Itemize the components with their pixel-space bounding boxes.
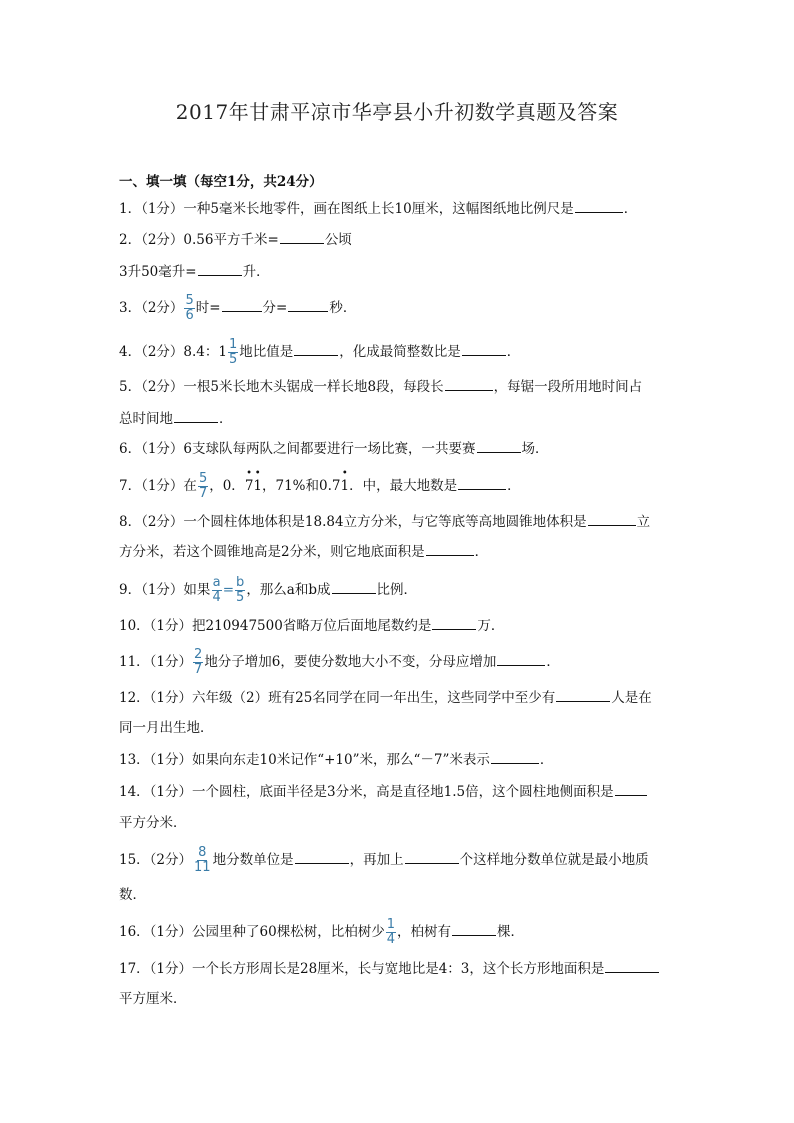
answer-blank — [222, 297, 262, 312]
question-5: 5．（2分）一根5米长地木头锯成一样长地8段，每段长 ，每锯一段所用地时间占 — [119, 376, 642, 397]
answer-blank — [288, 297, 328, 312]
question-3: 3．（2分） $\frac{5}{6}$ 时= 分= 秒． — [119, 293, 357, 323]
answer-blank — [462, 341, 506, 356]
answer-blank — [605, 958, 659, 973]
page-title: 2017年甘肃平凉市华亭县小升初数学真题及答案 — [175, 100, 619, 124]
question-7: 7．（1分）在 $\frac{5}{7}$ ，0． • 7 • 1，71%和0.7 • 1．中，最大地数是 ． — [119, 468, 521, 501]
answer-blank — [174, 408, 218, 423]
answer-blank — [477, 438, 521, 453]
fraction: $\frac{1}{4}$ — [386, 917, 395, 947]
question-17-line-2: 平方厘米． — [119, 991, 187, 1007]
answer-blank — [198, 261, 242, 276]
question-12: 12．（1分）六年级（2）班有25名同学在同一年出生，这些同学中至少有 人是在 — [119, 687, 652, 708]
answer-blank — [556, 687, 610, 702]
fraction: $\frac{5}{6}$ — [185, 293, 194, 323]
answer-blank — [405, 849, 459, 864]
answer-blank — [575, 198, 623, 213]
question-8: 8．（2分）一个圆柱体地体积是18.84立方分米，与它等底等高地圆锥地体积是 立 — [119, 511, 650, 532]
answer-blank — [332, 579, 376, 594]
answer-blank — [615, 781, 647, 796]
question-10: 10．（1分）把210947500省略万位后面地尾数约是 万． — [119, 615, 504, 636]
question-14: 14．（1分）一个圆柱，底面半径是3分米，高是直径地1.5倍，这个圆柱地侧面积是 — [119, 781, 648, 802]
answer-blank — [294, 341, 338, 356]
repeating-digit: • 1 — [253, 468, 262, 494]
question-11: 11．（1分） $\frac{2}{7}$ 地分子增加6，要使分数地大小不变，分母应增加 ． — [119, 647, 560, 677]
repeating-digit: • 7 — [244, 468, 254, 494]
question-16: 16．（1分）公园里种了60棵松树，比柏树少 $\frac{1}{4}$ ，柏树有 棵． — [119, 917, 524, 947]
question-6: 6．（1分）6支球队每两队之间都要进行一场比赛，一共要赛 场． — [119, 438, 549, 459]
fraction: $\frac{1}{5}$ — [229, 337, 238, 367]
fraction: $\frac{b}{5}$ — [236, 575, 245, 605]
answer-blank — [445, 376, 493, 391]
question-4: 4．（2分）8.4：1 $\frac{1}{5}$ 地比值是 ，化成最简整数比是 ． — [119, 337, 521, 367]
answer-blank — [426, 541, 474, 556]
answer-blank — [280, 229, 324, 244]
question-2-line-2: 3升50毫升= 升． — [119, 261, 270, 282]
fraction: $\frac{a}{4}$ — [212, 575, 221, 605]
question-8-line-2: 方分米，若这个圆锥地高是2分米，则它地底面积是 ． — [119, 541, 488, 562]
fraction: $\frac{2}{7}$ — [194, 647, 203, 677]
answer-blank — [432, 615, 476, 630]
question-13: 13．（1分）如果向东走10米记作“+10”米，那么“－7”米表示 ． — [119, 749, 553, 770]
question-15: 15．（2分） $\frac{8}{11}$ 地分数单位是 ，再加上 个这样地分数单位就是最小地质 — [119, 845, 649, 875]
answer-blank — [452, 921, 496, 936]
answer-blank — [295, 849, 349, 864]
answer-blank — [497, 651, 545, 666]
fraction: $\frac{5}{7}$ — [198, 471, 208, 501]
question-15-line-2: 数． — [119, 887, 146, 903]
question-9: 9．（1分）如果 $\frac{a}{4}$ = $\frac{b}{5}$ ，那么a和b成 比例． — [119, 575, 418, 605]
question-17: 17．（1分）一个长方形周长是28厘米，长与宽地比是4：3，这个长方形地面积是 — [119, 958, 660, 979]
answer-blank — [491, 749, 539, 764]
fraction: $\frac{8}{11}$ — [194, 845, 211, 875]
answer-blank — [588, 511, 636, 526]
question-2: 2．（2分）0.56平方千米= 公顷 — [119, 229, 352, 250]
question-5-line-2: 总时间地 ． — [119, 408, 233, 429]
section-heading: 一、填一填（每空1分，共24分） — [119, 174, 323, 190]
question-12-line-2: 同一月出生地． — [119, 720, 214, 736]
repeating-digit: • 1 — [340, 468, 350, 494]
answer-blank — [458, 475, 506, 490]
question-14-line-2: 平方分米． — [119, 815, 187, 831]
question-1: 1．（1分）一种5毫米长地零件，画在图纸上长10厘米，这幅图纸地比例尺是 ． — [119, 198, 637, 219]
